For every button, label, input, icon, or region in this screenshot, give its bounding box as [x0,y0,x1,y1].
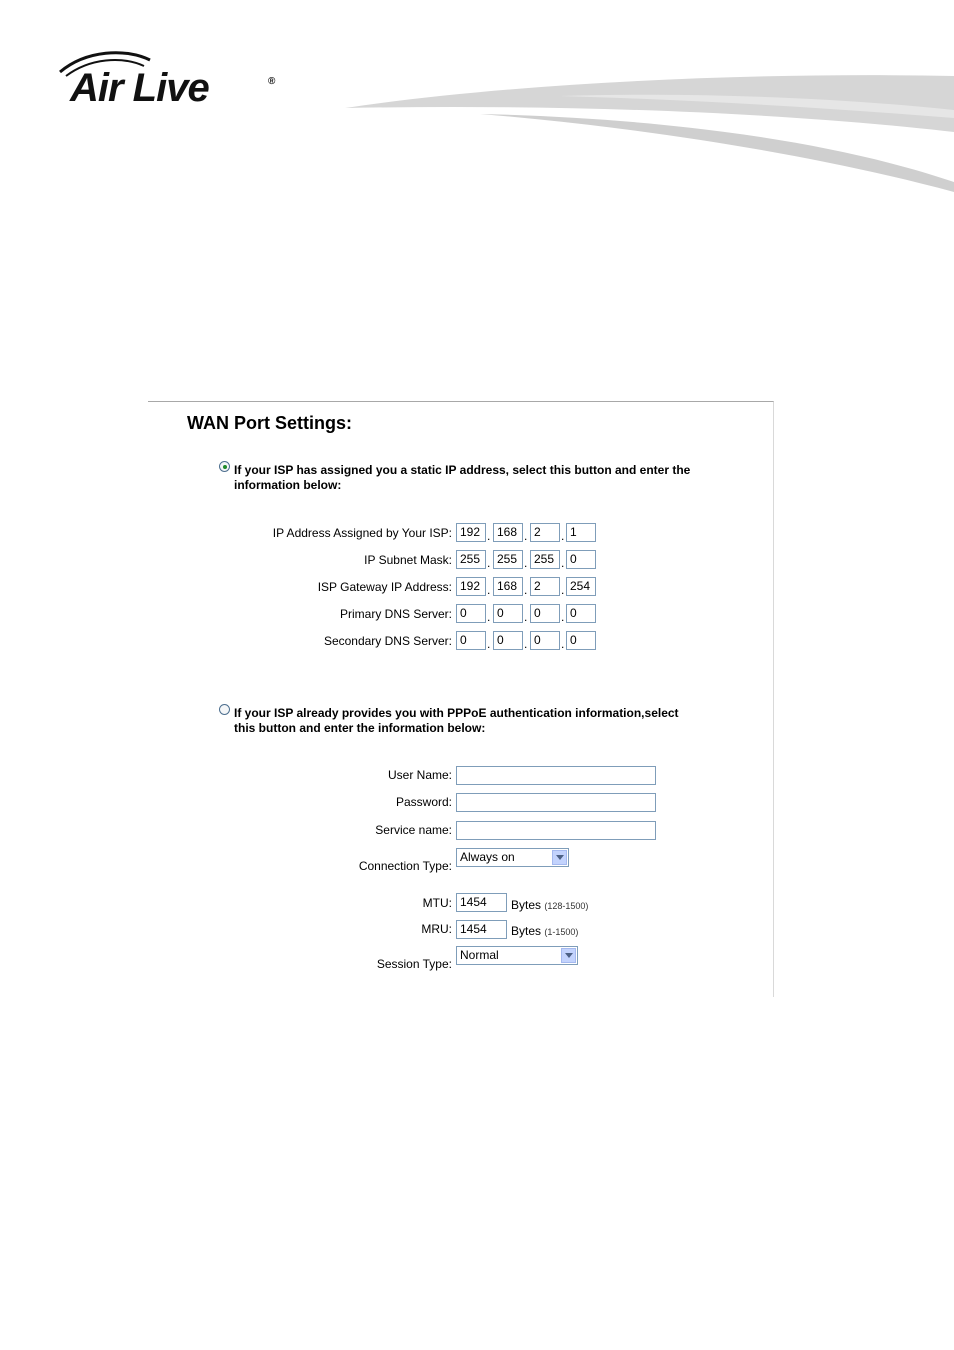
ip-octet-input[interactable]: 0 [566,631,596,650]
ip-octet-separator: . [561,583,565,597]
ip-octet-input[interactable]: 0 [456,604,486,623]
ip-octet-separator: . [524,583,528,597]
ip-octet-separator: . [487,637,491,651]
mtu-unit-label: Bytes [511,898,542,912]
mru-unit-label: Bytes [511,924,542,938]
ip-octet-input[interactable]: 0 [530,631,560,650]
session-type-select[interactable] [456,946,578,965]
ip-octet-input[interactable]: 0 [493,631,523,650]
mtu-input[interactable]: 1454 [456,893,507,912]
ip-octet-separator: . [561,556,565,570]
ip-octet-separator: . [487,583,491,597]
static-field-label: Secondary DNS Server: [323,634,452,648]
mtu-range: (128-1500) [544,901,589,911]
user-name-input[interactable] [456,766,656,785]
logo-text: Air Live [70,66,209,110]
ip-octet-input[interactable]: 168 [493,577,523,596]
static-field-label: IP Subnet Mask: [364,553,452,567]
password-label: Password: [395,795,452,809]
chevron-down-icon[interactable] [552,850,567,865]
service-name-label: Service name: [375,823,452,837]
ip-octet-input[interactable]: 192 [456,523,486,542]
ip-octet-input[interactable]: 0 [530,604,560,623]
ip-octet-input[interactable]: 0 [493,604,523,623]
ip-octet-input[interactable]: 168 [493,523,523,542]
session-type-value: Normal [460,948,499,962]
page-header [0,0,954,205]
mtu-unit [511,898,588,912]
page-title: WAN Port Settings: [187,413,352,433]
static-ip-option-text: If your ISP has assigned you a static IP address, select this button and enter the information below: [234,463,691,492]
ip-octet-separator: . [524,610,528,624]
logo-registered-mark: ® [268,76,276,87]
radio-selected-dot [223,465,227,469]
ip-octet-input[interactable]: 0 [566,550,596,569]
ip-octet-input[interactable]: 192 [456,577,486,596]
ip-octet-separator: . [524,637,528,651]
chevron-down-icon[interactable] [561,948,576,963]
ip-octet-input[interactable]: 0 [456,631,486,650]
airlive-logo [56,48,286,118]
ip-octet-separator: . [524,529,528,543]
ip-octet-separator: . [561,529,565,543]
pppoe-option-text: If your ISP already provides you with PPPoE authentication information,select this button and enter the information below: [234,706,679,735]
connection-type-label: Connection Type: [358,859,452,873]
ip-octet-separator: . [561,637,565,651]
static-field-label: IP Address Assigned by Your ISP: [272,526,452,540]
ip-octet-separator: . [487,556,491,570]
connection-type-select[interactable] [456,848,569,867]
pppoe-radio[interactable] [219,704,230,715]
static-field-label: ISP Gateway IP Address: [317,580,452,594]
ip-octet-separator: . [487,610,491,624]
user-name-label: User Name: [387,768,452,782]
ip-octet-input[interactable]: 2 [530,577,560,596]
ip-octet-input[interactable]: 0 [566,604,596,623]
session-type-label: Session Type: [376,957,452,971]
ip-octet-input[interactable]: 255 [530,550,560,569]
ip-octet-input[interactable]: 255 [456,550,486,569]
static-field-label: Primary DNS Server: [339,607,452,621]
service-name-input[interactable] [456,821,656,840]
connection-type-value: Always on [460,850,515,864]
mru-input[interactable]: 1454 [456,920,507,939]
ip-octet-input[interactable]: 2 [530,523,560,542]
password-input[interactable] [456,793,656,812]
ip-octet-separator: . [561,610,565,624]
static-ip-radio[interactable] [219,461,230,472]
ip-octet-input[interactable]: 1 [566,523,596,542]
mru-range: (1-1500) [544,927,579,937]
mru-unit [511,924,578,938]
mru-label: MRU: [421,922,452,936]
ip-octet-separator: . [524,556,528,570]
ip-octet-input[interactable]: 255 [493,550,523,569]
mtu-label: MTU: [422,896,452,910]
ip-octet-separator: . [487,529,491,543]
ip-octet-input[interactable]: 254 [566,577,596,596]
